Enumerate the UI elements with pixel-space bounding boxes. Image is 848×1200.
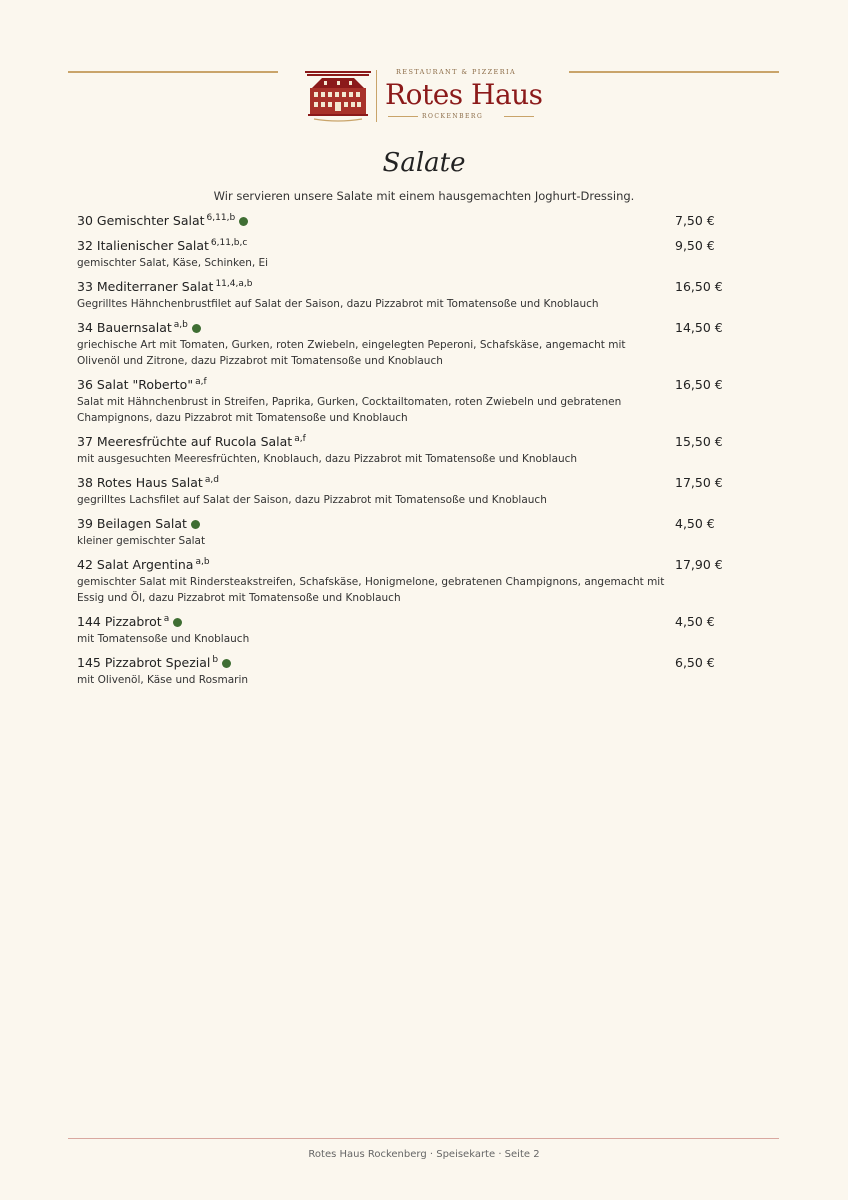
menu-item-description: griechische Art mit Tomaten, Gurken, roten Zwiebeln, eingelegten Peperoni, Schafskäse, angemacht mit Olivenöl und Zitrone, dazu Pizzabrot mit Tomatensoße und Knoblauch — [77, 339, 626, 367]
footer-rule — [68, 1138, 779, 1139]
allergen-codes: a — [163, 614, 170, 624]
menu-item-name — [77, 237, 737, 255]
menu-item — [77, 613, 737, 647]
header-rule-right — [569, 71, 779, 73]
menu-items — [77, 212, 737, 695]
menu-item-title: 42 Salat Argentina — [77, 557, 194, 572]
logo-kicker: RESTAURANT & PIZZERIA — [396, 68, 517, 76]
menu-item — [77, 212, 737, 230]
allergen-codes: a,d — [204, 475, 219, 485]
menu-item-description: mit ausgesuchten Meeresfrüchten, Knoblauch, dazu Pizzabrot mit Tomatensoße und Knoblauch — [77, 453, 578, 465]
menu-item-price: 4,50 € — [675, 516, 715, 531]
allergen-codes: a,b — [195, 557, 210, 567]
menu-item-description: Salat mit Hähnchenbrust in Streifen, Paprika, Gurken, Cocktailtomaten, roten Zwiebeln und gebratenen Champignons, dazu Pizzabrot mit Tomatensoße und Knoblauch — [77, 396, 622, 424]
vegetarian-icon — [191, 520, 200, 529]
menu-item-title: 144 Pizzabrot — [77, 614, 162, 629]
menu-item-title: 37 Meeresfrüchte auf Rucola Salat — [77, 434, 293, 449]
vegetarian-icon — [173, 618, 182, 627]
allergen-codes: 6,11,b — [206, 213, 236, 223]
menu-item-description: gemischter Salat, Käse, Schinken, Ei — [77, 257, 269, 269]
allergen-codes: 11,4,a,b — [215, 279, 253, 289]
menu-item-price: 15,50 € — [675, 434, 723, 449]
menu-item-price: 14,50 € — [675, 320, 723, 335]
menu-item — [77, 556, 737, 606]
section-intro: Wir servieren unsere Salate mit einem hausgemachten Joghurt-Dressing. — [213, 189, 635, 203]
logo-subline-left — [388, 116, 418, 117]
menu-item — [77, 433, 737, 467]
menu-item-description: Gegrilltes Hähnchenbrustfilet auf Salat der Saison, dazu Pizzabrot mit Tomatensoße und Knoblauch — [77, 298, 599, 310]
menu-item-price: 6,50 € — [675, 655, 715, 670]
restaurant-logo — [304, 60, 544, 126]
menu-item-name — [77, 433, 737, 451]
menu-item-name — [77, 515, 737, 533]
menu-item-description: kleiner gemischter Salat — [77, 535, 206, 547]
menu-item-price: 4,50 € — [675, 614, 715, 629]
logo-subline-right — [504, 116, 534, 117]
vegetarian-icon — [239, 217, 248, 226]
menu-item-price: 7,50 € — [675, 213, 715, 228]
logo-divider — [376, 70, 377, 122]
menu-item-name — [77, 474, 737, 492]
menu-item-name — [77, 212, 737, 230]
vegetarian-icon — [222, 659, 231, 668]
allergen-codes: a,f — [294, 434, 306, 444]
menu-item-title: 38 Rotes Haus Salat — [77, 475, 203, 490]
menu-item-price: 16,50 € — [675, 377, 723, 392]
menu-item-description: gemischter Salat mit Rindersteakstreifen, Schafskäse, Honigmelone, gebratenen Champignons, angemacht mit Essig und Öl, dazu Pizzabrot mit Tomatensoße und Knoblauch — [77, 576, 665, 604]
menu-item-name — [77, 556, 737, 574]
menu-item-name — [77, 319, 737, 337]
menu-item-title: 36 Salat "Roberto" — [77, 377, 194, 392]
section-title: Salate — [382, 148, 466, 178]
header-rule-left — [68, 71, 278, 73]
menu-item-title: 33 Mediterraner Salat — [77, 279, 214, 294]
menu-item — [77, 278, 737, 312]
menu-item — [77, 237, 737, 271]
menu-item-name — [77, 278, 737, 296]
allergen-codes: a,b — [173, 320, 188, 330]
page-footer: Rotes Haus Rockenberg · Speisekarte · Seite 2 — [308, 1149, 540, 1160]
allergen-codes: 6,11,b,c — [210, 238, 248, 248]
vegetarian-icon — [192, 324, 201, 333]
menu-item-name — [77, 613, 737, 631]
menu-item-description: gegrilltes Lachsfilet auf Salat der Saison, dazu Pizzabrot mit Tomatensoße und Knoblauch — [77, 494, 547, 506]
menu-item-title: 145 Pizzabrot Spezial — [77, 655, 211, 670]
menu-item — [77, 474, 737, 508]
house-icon — [304, 66, 372, 124]
allergen-codes: b — [212, 655, 219, 665]
menu-item — [77, 319, 737, 369]
menu-item-title: 34 Bauernsalat — [77, 320, 172, 335]
logo-brand: Rotes Haus — [385, 78, 543, 111]
menu-item-price: 17,50 € — [675, 475, 723, 490]
menu-item-price: 16,50 € — [675, 279, 723, 294]
menu-item-price: 17,90 € — [675, 557, 723, 572]
menu-item — [77, 515, 737, 549]
menu-item-price: 9,50 € — [675, 238, 715, 253]
menu-item-name — [77, 376, 737, 394]
menu-item-title: 39 Beilagen Salat — [77, 516, 187, 531]
menu-item — [77, 376, 737, 426]
menu-item — [77, 654, 737, 688]
logo-sub: ROCKENBERG — [422, 113, 484, 120]
allergen-codes: a,f — [195, 377, 207, 387]
menu-item-title: 30 Gemischter Salat — [77, 213, 205, 228]
menu-item-name — [77, 654, 737, 672]
menu-item-description: mit Olivenöl, Käse und Rosmarin — [77, 674, 249, 686]
menu-item-description: mit Tomatensoße und Knoblauch — [77, 633, 250, 645]
menu-item-title: 32 Italienischer Salat — [77, 238, 209, 253]
